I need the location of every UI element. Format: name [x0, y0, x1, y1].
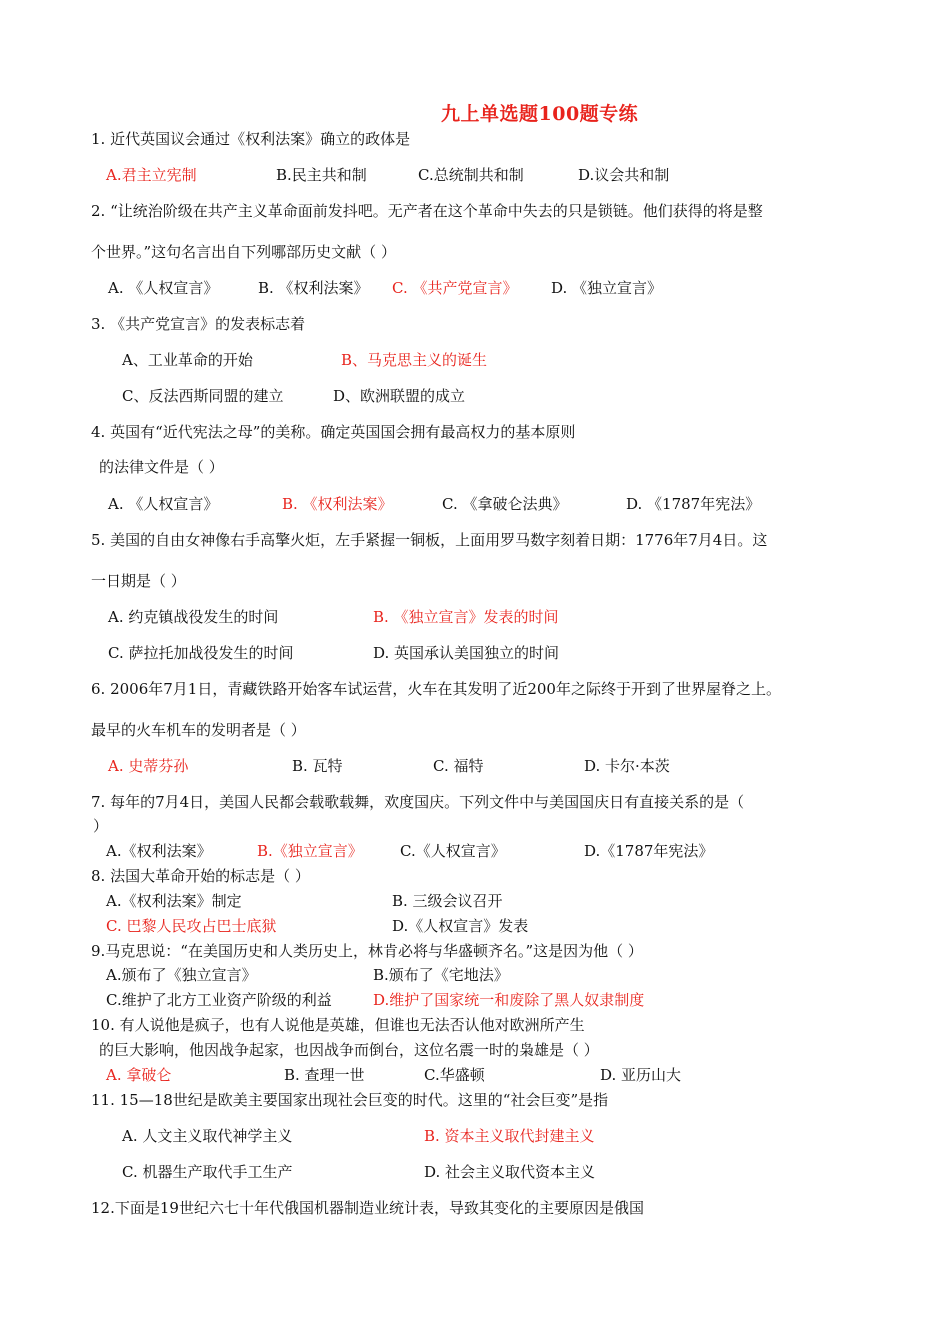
q1-option-a: A.君主立宪制: [106, 166, 197, 184]
q6-option-d: D. 卡尔·本茨: [584, 757, 670, 775]
q1-option-c: C.总统制共和制: [418, 166, 524, 184]
q6-option-c: C. 福特: [433, 757, 484, 775]
q11-option-a: A. 人文主义取代神学主义: [122, 1127, 293, 1145]
question-9-text: 9.马克思说：“在美国历史和人类历史上，林肯必将与华盛顿齐名。”这是因为他（ ）: [91, 942, 643, 960]
q11-option-d: D. 社会主义取代资本主义: [424, 1163, 596, 1181]
question-11-text: 11. 15—18世纪是欧美主要国家出现社会巨变的时代。这里的“社会巨变”是指: [91, 1091, 609, 1109]
question-4-text: 4. 英国有“近代宪法之母”的美称。确定英国国会拥有最高权力的基本原则: [91, 423, 576, 441]
q8-option-a: A.《权利法案》制定: [106, 892, 242, 910]
q7-option-a: A.《权利法案》: [106, 842, 212, 860]
question-5-text-cont: 一日期是（ ）: [91, 572, 186, 590]
q1-option-d: D.议会共和制: [578, 166, 670, 184]
q3-option-d: D、欧洲联盟的成立: [333, 387, 466, 405]
q8-option-d: D.《人权宣言》发表: [392, 917, 529, 935]
q7-option-d: D.《1787年宪法》: [584, 842, 714, 860]
q2-option-c: C. 《共产党宣言》: [392, 279, 518, 297]
q8-option-c: C. 巴黎人民攻占巴士底狱: [106, 917, 277, 935]
question-10-text-cont: 的巨大影响，他因战争起家，也因战争而倒台，这位名震一时的枭雄是（ ）: [99, 1041, 599, 1059]
q3-option-a: A、工业革命的开始: [122, 351, 253, 369]
q3-option-c: C、反法西斯同盟的建立: [122, 387, 284, 405]
page-title: 九上单选题100题专练: [441, 103, 639, 125]
q9-option-d: D.维护了国家统一和废除了黑人奴隶制度: [373, 991, 645, 1009]
q4-option-b: B. 《权利法案》: [282, 495, 393, 513]
q2-option-b: B. 《权利法案》: [258, 279, 369, 297]
q6-option-b: B. 瓦特: [292, 757, 343, 775]
q8-option-b: B. 三级会议召开: [392, 892, 503, 910]
q5-option-c: C. 萨拉托加战役发生的时间: [108, 644, 294, 662]
question-8-text: 8. 法国大革命开始的标志是（ ）: [91, 867, 310, 885]
q5-option-d: D. 英国承认美国独立的时间: [373, 644, 560, 662]
q9-option-b: B.颁布了《宅地法》: [373, 966, 509, 984]
q10-option-a: A. 拿破仑: [106, 1066, 172, 1084]
q1-option-b: B.民主共和制: [276, 166, 367, 184]
q10-option-b: B. 查理一世: [284, 1066, 365, 1084]
q2-option-d: D. 《独立宣言》: [551, 279, 663, 297]
question-7-text: 7. 每年的7月4日，美国人民都会载歌载舞，欢度国庆。下列文件中与美国国庆日有直接关系的是（: [91, 793, 745, 811]
q4-option-c: C. 《拿破仑法典》: [442, 495, 568, 513]
q11-option-b: B. 资本主义取代封建主义: [424, 1127, 595, 1145]
q7-option-c: C.《人权宣言》: [400, 842, 506, 860]
q11-option-c: C. 机器生产取代手工生产: [122, 1163, 293, 1181]
question-6-text: 6. 2006年7月1日，青藏铁路开始客车试运营，火车在其发明了近200年之际终于开到了世界屋脊之上。: [91, 680, 781, 698]
question-3-text: 3. 《共产党宣言》的发表标志着: [91, 315, 306, 333]
q7-option-b: B.《独立宣言》: [257, 842, 363, 860]
q3-option-b: B、马克思主义的诞生: [341, 351, 488, 369]
q5-option-b: B. 《独立宣言》发表的时间: [373, 608, 559, 626]
question-6-text-cont: 最早的火车机车的发明者是（ ）: [91, 721, 306, 739]
question-5-text: 5. 美国的自由女神像右手高擎火炬，左手紧握一铜板，上面用罗马数字刻着日期：1776年7月4日。这: [91, 531, 768, 549]
question-7-text-cont: ）: [93, 817, 109, 835]
q2-option-a: A. 《人权宣言》: [108, 279, 219, 297]
question-10-text: 10. 有人说他是疯子，也有人说他是英雄，但谁也无法否认他对欧洲所产生: [91, 1016, 585, 1034]
q10-option-d: D. 亚历山大: [600, 1066, 682, 1084]
question-2-text-cont: 个世界。”这句名言出自下列哪部历史文献（ ）: [91, 243, 396, 261]
question-2-text: 2. “让统治阶级在共产主义革命面前发抖吧。无产者在这个革命中失去的只是锁链。他们获得的将是整: [91, 202, 763, 220]
q9-option-a: A.颁布了《独立宣言》: [106, 966, 257, 984]
q9-option-c: C.维护了北方工业资产阶级的利益: [106, 991, 332, 1009]
q6-option-a: A. 史蒂芬孙: [108, 757, 189, 775]
q10-option-c: C.华盛顿: [424, 1066, 485, 1084]
q4-option-a: A. 《人权宣言》: [108, 495, 219, 513]
question-12-text: 12.下面是19世纪六七十年代俄国机器制造业统计表，导致其变化的主要原因是俄国: [91, 1199, 644, 1217]
q4-option-d: D. 《1787年宪法》: [626, 495, 761, 513]
q5-option-a: A. 约克镇战役发生的时间: [108, 608, 279, 626]
question-1-text: 1. 近代英国议会通过《权利法案》确立的政体是: [91, 130, 411, 148]
question-4-text-cont: 的法律文件是（ ）: [99, 458, 224, 476]
